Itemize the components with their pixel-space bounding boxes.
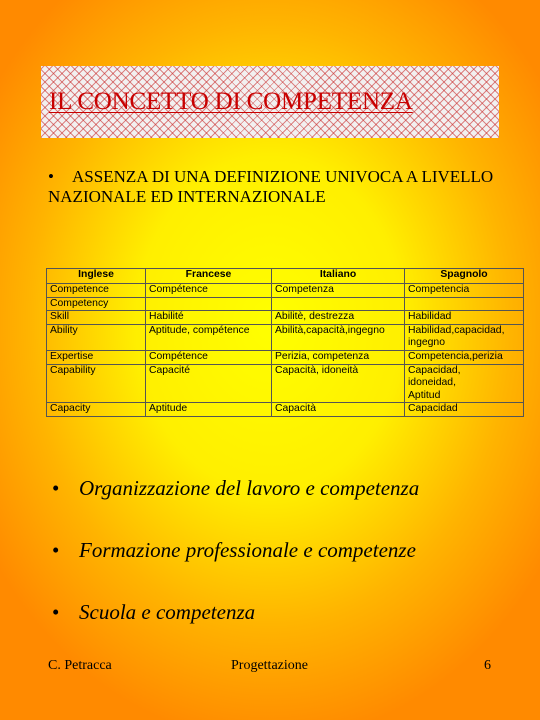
table-cell: Compétence bbox=[146, 284, 272, 298]
lead-text: ASSENZA DI UNA DEFINIZIONE UNIVOCA A LIVELLO NAZIONALE ED INTERNAZIONALE bbox=[48, 167, 494, 206]
table-cell: Capacidad bbox=[405, 403, 524, 417]
table-cell bbox=[146, 297, 272, 311]
bullet-item bbox=[52, 476, 419, 501]
footer-topic: Progettazione bbox=[231, 658, 308, 673]
table-row bbox=[47, 297, 524, 311]
table-cell: Aptitude, compétence bbox=[146, 324, 272, 350]
table-row bbox=[47, 311, 524, 325]
bullet-symbol: • bbox=[52, 600, 60, 624]
table-cell: Habilidad,capacidad, ingegno bbox=[405, 324, 524, 350]
table-row bbox=[47, 324, 524, 350]
footer-author: C. Petracca bbox=[48, 658, 112, 673]
table-cell: Aptitude bbox=[146, 403, 272, 417]
table-cell: Abilitè, destrezza bbox=[272, 311, 405, 325]
table-row bbox=[47, 284, 524, 298]
table-cell: Competencia bbox=[405, 284, 524, 298]
title-box bbox=[41, 66, 499, 138]
table-cell: Capacidad, idoneidad, Aptitud bbox=[405, 364, 524, 403]
table-cell: Habilidad bbox=[405, 311, 524, 325]
table-cell: Expertise bbox=[47, 350, 146, 364]
table-cell bbox=[272, 297, 405, 311]
table-cell: Habilité bbox=[146, 311, 272, 325]
table-cell: Competenza bbox=[272, 284, 405, 298]
header-cell: Francese bbox=[146, 269, 272, 284]
table-cell: Capability bbox=[47, 364, 146, 403]
table-cell: Capacità bbox=[272, 403, 405, 417]
table-cell: Competence bbox=[47, 284, 146, 298]
table-cell: Competencia,perizia bbox=[405, 350, 524, 364]
bullet-item bbox=[52, 538, 416, 563]
table-cell bbox=[405, 297, 524, 311]
table-cell: Compétence bbox=[146, 350, 272, 364]
table-cell: Capacité bbox=[146, 364, 272, 403]
table-cell: Abilità,capacità,ingegno bbox=[272, 324, 405, 350]
table-cell: Capacity bbox=[47, 403, 146, 417]
table-cell: Skill bbox=[47, 311, 146, 325]
header-cell: Inglese bbox=[47, 269, 146, 284]
lead-paragraph bbox=[48, 167, 498, 207]
slide-title: IL CONCETTO DI COMPETENZA bbox=[49, 88, 413, 115]
table-row bbox=[47, 403, 524, 417]
bullet-text: Scuola e competenza bbox=[79, 600, 256, 624]
lead-bullet: • bbox=[48, 167, 54, 186]
bullet-text: Organizzazione del lavoro e competenza bbox=[79, 476, 420, 500]
bullet-text: Formazione professionale e competenze bbox=[79, 538, 416, 562]
table-cell: Capacità, idoneità bbox=[272, 364, 405, 403]
header-cell: Italiano bbox=[272, 269, 405, 284]
bullet-symbol: • bbox=[52, 476, 60, 500]
header-cell: Spagnolo bbox=[405, 269, 524, 284]
table-row bbox=[47, 364, 524, 403]
table-row bbox=[47, 350, 524, 364]
table-header-row bbox=[47, 269, 524, 284]
footer-page-number: 6 bbox=[484, 658, 491, 673]
table-cell: Ability bbox=[47, 324, 146, 350]
translation-table bbox=[46, 268, 524, 417]
table-cell: Competency bbox=[47, 297, 146, 311]
bullet-symbol: • bbox=[52, 538, 60, 562]
bullet-item bbox=[52, 600, 255, 625]
table-cell: Perizia, competenza bbox=[272, 350, 405, 364]
